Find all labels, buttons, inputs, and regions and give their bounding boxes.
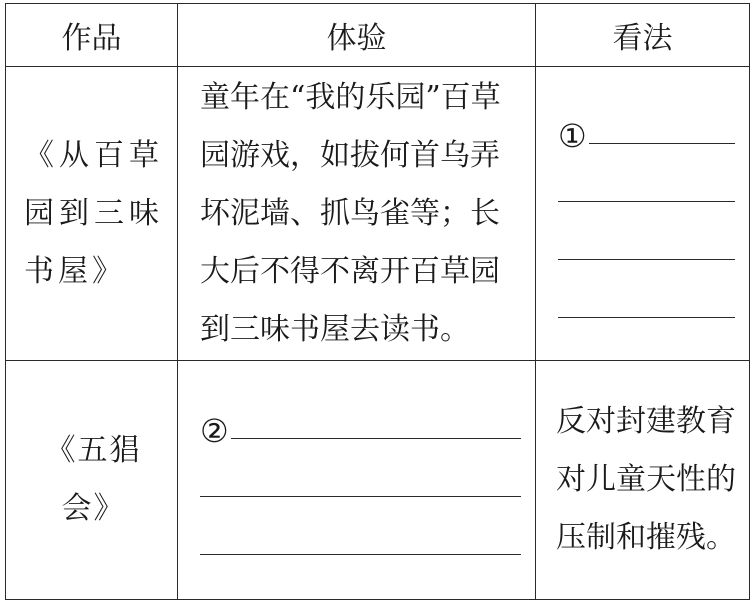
fill-line — [558, 201, 735, 202]
header-row — [6, 4, 750, 67]
table-row — [6, 361, 750, 600]
header-works: 作品 — [6, 4, 178, 67]
fill-line — [200, 554, 521, 555]
work-title-2: 《五猖会》 — [6, 361, 178, 600]
header-experience: 体验 — [178, 4, 536, 67]
comparison-table — [5, 3, 750, 600]
experience-text-1: 童年在“我的乐园”百草园游戏，如拔何首乌弄坏泥墙、抓鸟雀等；长大后不得不离开百草园到三味书屋去读书。 — [178, 67, 536, 361]
blank-marker-1: ① — [558, 116, 587, 155]
work-title-1: 《从百草园到三味书屋》 — [6, 67, 178, 361]
blank-marker-2: ② — [200, 412, 229, 450]
view-text-2: 反对封建教育对儿童天性的压制和摧残。 — [536, 361, 750, 600]
table-row — [6, 67, 750, 361]
fill-line — [558, 259, 735, 260]
header-view: 看法 — [536, 4, 750, 67]
answer-blank-2[interactable] — [178, 361, 536, 600]
fill-line — [558, 317, 735, 318]
fill-line — [231, 438, 521, 439]
answer-blank-1[interactable] — [536, 67, 750, 361]
fill-line — [200, 496, 521, 497]
fill-line — [589, 143, 735, 144]
